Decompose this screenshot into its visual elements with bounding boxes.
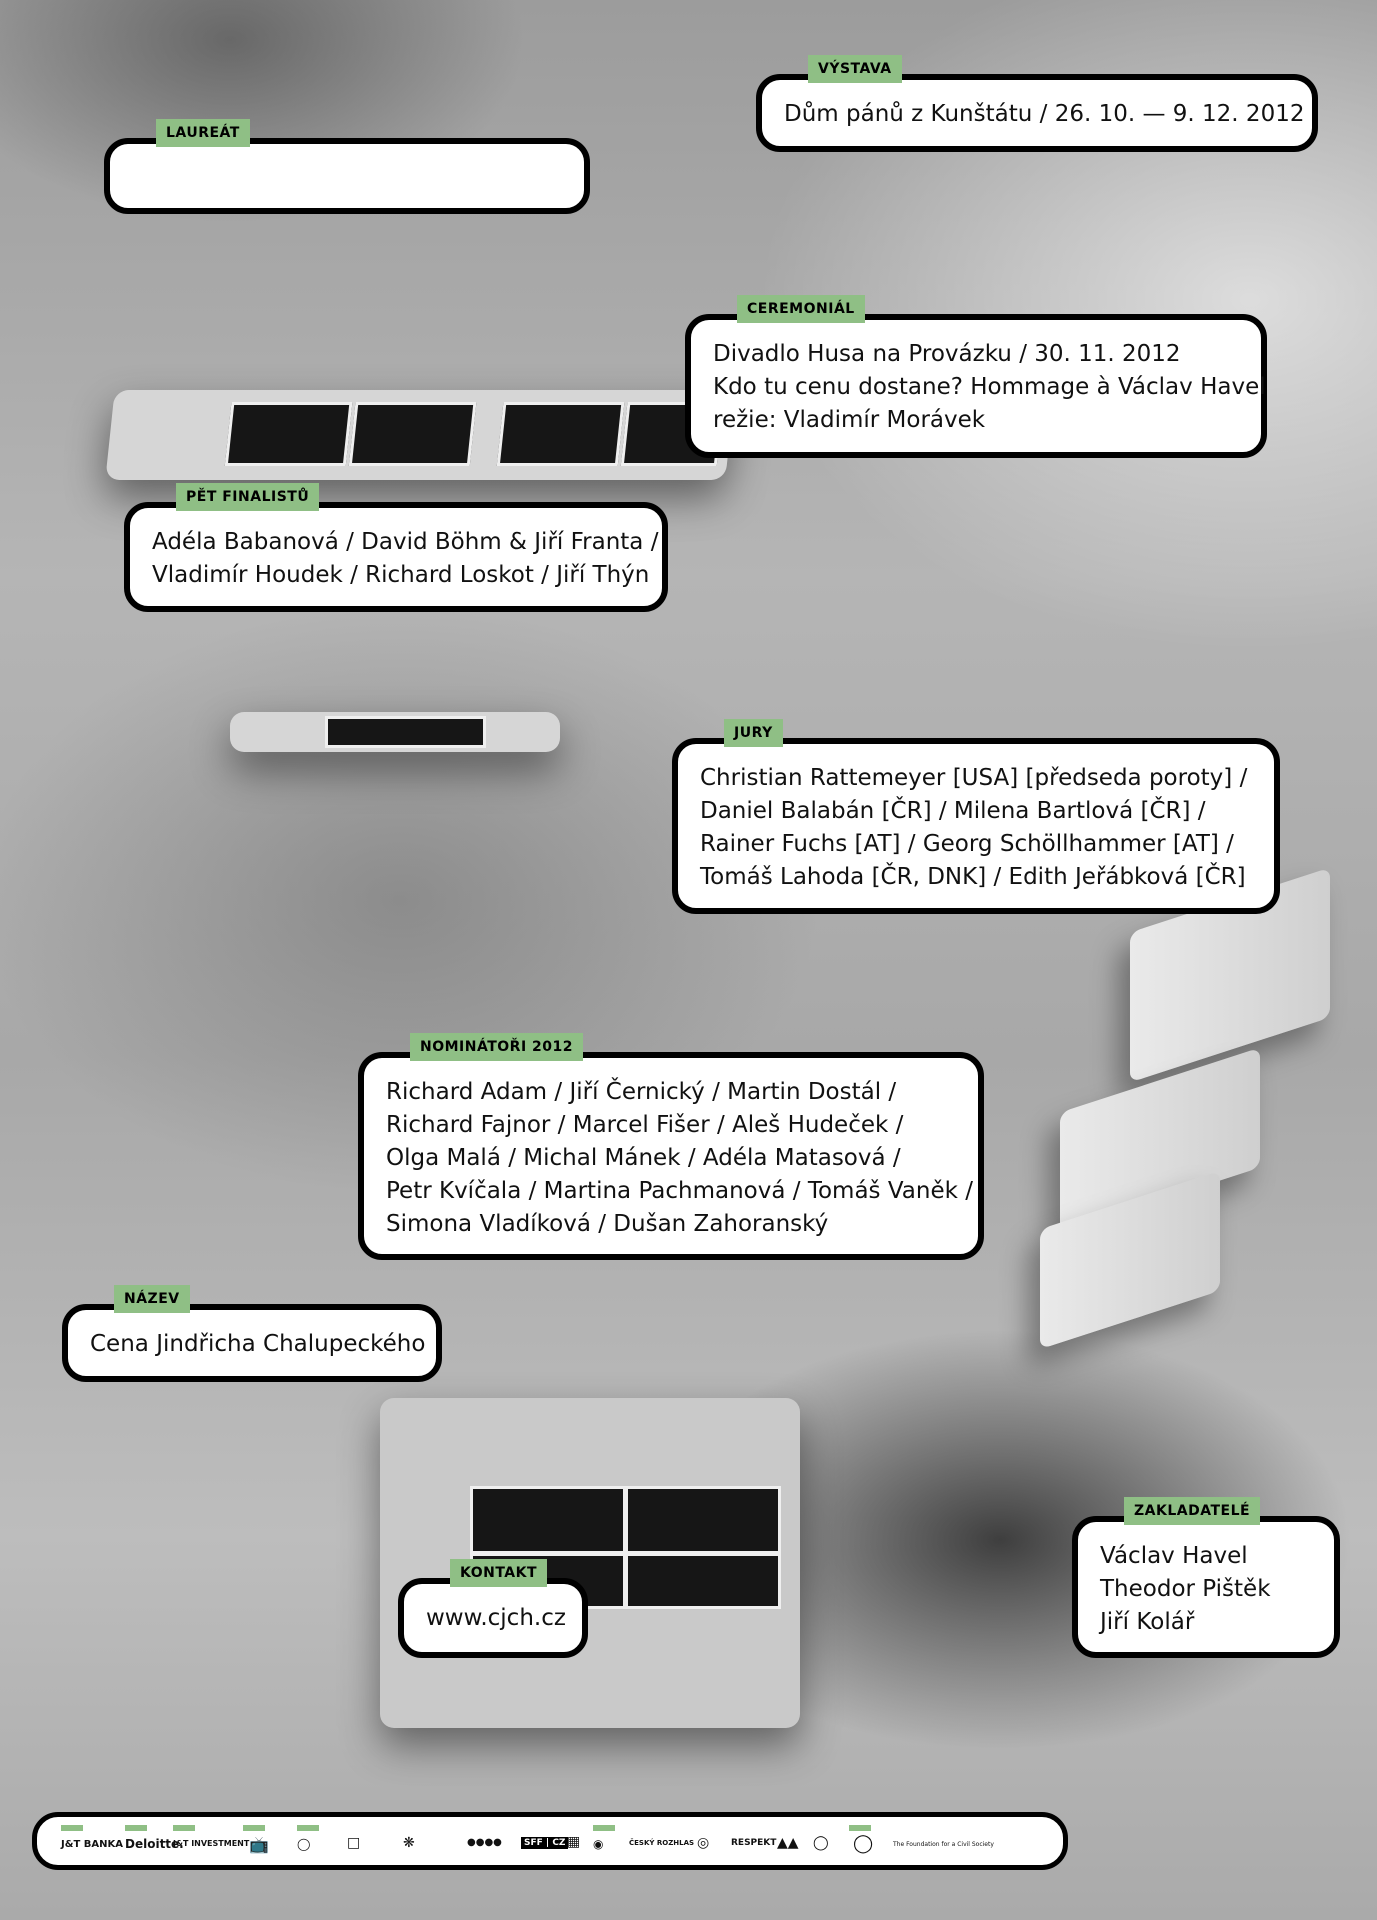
zakladatele-line-2: Theodor Pištěk <box>1100 1576 1271 1602</box>
sponsor-logo-jt-banka: J&T BANKA <box>61 1839 123 1850</box>
tag-finalisti: PĚT FINALISTŮ <box>176 483 319 511</box>
flash-logo-icon: ▲▲ <box>777 1835 799 1851</box>
sponsor-logo-bar <box>32 1812 1068 1870</box>
tag-jury: JURY <box>724 719 783 747</box>
ceremonial-line-3: režie: Vladimír Morávek <box>713 407 986 433</box>
jury-line-1: Christian Rattemeyer [USA] [předseda poroty] / <box>700 765 1248 791</box>
tag-laureat: LAUREÁT <box>156 119 250 147</box>
region-logo-icon: ❋ <box>403 1835 415 1851</box>
sponsor-category-marker <box>61 1825 83 1831</box>
sponsor-logo-sff: SFF | CZ <box>521 1837 568 1849</box>
finalisti-line-2: Vladimír Houdek / Richard Loskot / Jiří Thýn <box>152 562 650 588</box>
sponsor-logo-respekt: RESPEKT <box>731 1838 777 1848</box>
circle-logo-icon: ◯ <box>813 1835 829 1851</box>
nazev-line-1: Cena Jindřicha Chalupeckého <box>90 1331 426 1357</box>
box-kontakt <box>398 1565 588 1658</box>
dots-logo-icon: ●●●● <box>467 1837 502 1848</box>
sponsor-logo-jt-investment: J&T INVESTMENT <box>173 1839 250 1848</box>
tag-kontakt: KONTAKT <box>450 1559 547 1587</box>
nominatori-line-4: Petr Kvíčala / Martina Pachmanová / Tomáš Vaněk / <box>386 1178 973 1204</box>
sponsor-category-marker <box>125 1825 147 1831</box>
nominatori-line-1: Richard Adam / Jiří Černický / Martin Dostál / <box>386 1079 897 1105</box>
jury-line-4: Tomáš Lahoda [ČR, DNK] / Edith Jeřábková [ČR] <box>700 864 1246 890</box>
tv-icon: 📺 <box>249 1835 269 1854</box>
tag-ceremonial: CEREMONIÁL <box>737 295 865 323</box>
box-finalisti <box>124 489 668 612</box>
window-frame-top <box>105 390 734 480</box>
ceremonial-line-2: Kdo tu cenu dostane? Hommage à Václav Havel <box>713 374 1266 400</box>
zakladatele-line-1: Václav Havel <box>1100 1543 1248 1569</box>
jury-line-3: Rainer Fuchs [AT] / Georg Schöllhammer [AT] / <box>700 831 1234 857</box>
ministry-logo-icon: ◯ <box>297 1837 311 1851</box>
box-ceremonial <box>685 301 1267 458</box>
zakladatele-line-3: Jiří Kolář <box>1100 1609 1195 1635</box>
sponsor-category-marker <box>849 1825 871 1831</box>
tag-nominatori: NOMINÁTOŘI 2012 <box>410 1033 583 1061</box>
jury-line-2: Daniel Balabán [ČR] / Milena Bartlová [ČR] / <box>700 798 1206 824</box>
sponsor-logo-foundation-civil-society: The Foundation for a Civil Society <box>893 1841 994 1848</box>
box-nazev <box>62 1291 442 1382</box>
book-logo-icon: ▦ <box>567 1834 581 1850</box>
tag-nazev: NÁZEV <box>114 1285 190 1313</box>
nominatori-line-5: Simona Vladíková / Dušan Zahoranský <box>386 1211 829 1237</box>
nominatori-line-3: Olga Malá / Michal Mánek / Adéla Matasová / <box>386 1145 901 1171</box>
artalk-logo-icon: ◎ <box>697 1835 710 1851</box>
foundation-seal-icon: ◯ <box>853 1833 874 1854</box>
tag-vystava: VÝSTAVA <box>808 55 902 83</box>
box-nominatori <box>358 1039 984 1260</box>
sponsor-category-marker <box>297 1825 319 1831</box>
window-frame-middle <box>230 712 560 752</box>
sponsor-category-marker <box>593 1825 615 1831</box>
box-zakladatele <box>1072 1503 1340 1658</box>
vystava-line-1: Dům pánů z Kunštátu / 26. 10. — 9. 12. 2012 <box>784 101 1305 127</box>
artyc-logo-icon: ◉ <box>593 1837 604 1851</box>
box-laureat <box>104 125 590 214</box>
sponsor-category-marker <box>173 1825 195 1831</box>
czech-centres-logo-icon: □ <box>347 1835 361 1851</box>
tag-zakladatele: ZAKLADATELÉ <box>1124 1497 1260 1525</box>
sponsor-logo-cesky-rozhlas: ČESKÝ ROZHLAS <box>629 1839 695 1847</box>
sponsor-category-marker <box>243 1825 265 1831</box>
box-vystava <box>756 61 1318 152</box>
ceremonial-line-1: Divadlo Husa na Provázku / 30. 11. 2012 <box>713 341 1181 367</box>
window-frame-bottom <box>380 1398 800 1728</box>
box-jury <box>672 725 1280 914</box>
nominatori-line-2: Richard Fajnor / Marcel Fišer / Aleš Hudeček / <box>386 1112 904 1138</box>
sponsor-logo-deloitte: Deloitte. <box>125 1837 184 1851</box>
kontakt-link[interactable]: www.cjch.cz <box>426 1605 566 1631</box>
finalisti-line-1: Adéla Babanová / David Böhm & Jiří Franta / <box>152 529 659 555</box>
